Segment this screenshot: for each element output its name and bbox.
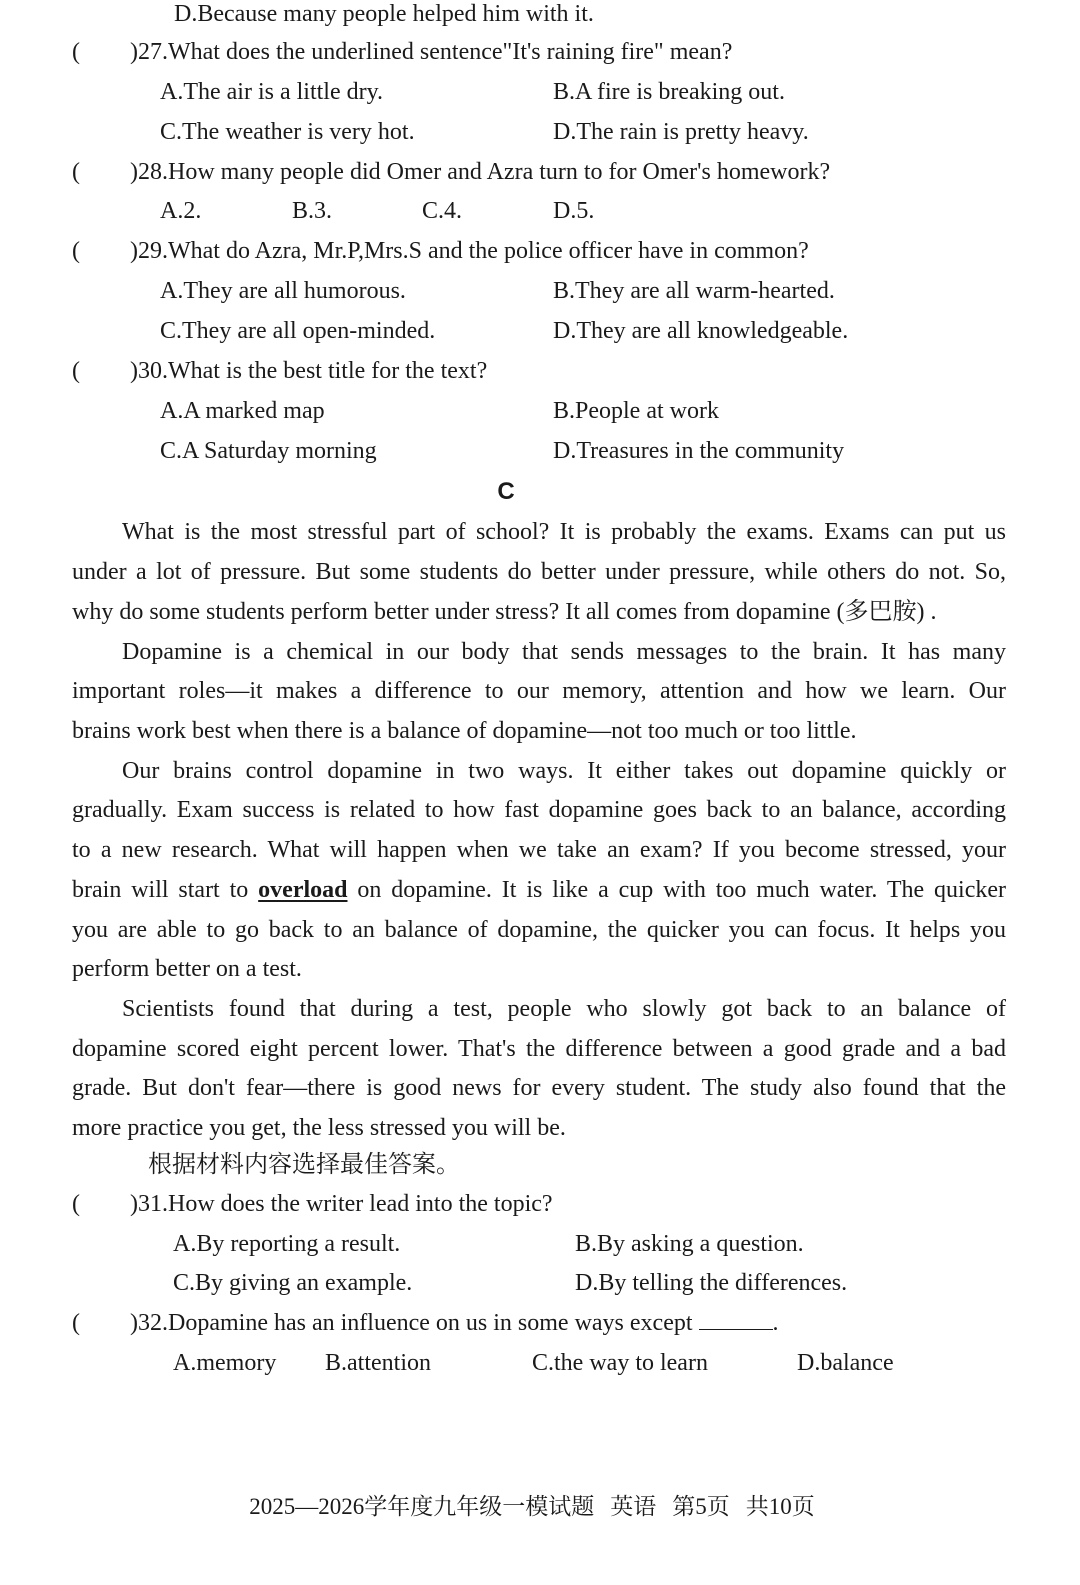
q27-option-c: C.The weather is very hot.: [160, 119, 415, 145]
q32-stem: )32.Dopamine has an influence on us in some ways except .: [130, 1310, 779, 1336]
q30-option-c: C.A Saturday morning: [160, 438, 377, 464]
q30-paren: (: [72, 358, 80, 384]
q30-option-b: B.People at work: [553, 398, 719, 424]
passage-p4-line2: dopamine scored eight percent lower. That's the difference between a good grade and a bad: [72, 1036, 1006, 1062]
passage-p2-line3: brains work best when there is a balance of dopamine—not too much or too little.: [72, 718, 857, 744]
passage-p3-line2: gradually. Exam success is related to how fast dopamine goes back to an balance, according: [72, 797, 1006, 823]
section-c-heading: C: [497, 478, 515, 505]
q28-paren: (: [72, 159, 80, 185]
passage-p3-line1: Our brains control dopamine in two ways. It either takes out dopamine quickly or: [122, 758, 1006, 784]
q32-option-c: C.the way to learn: [532, 1350, 708, 1376]
passage-p1-line2: under a lot of pressure. But some students do better under pressure, while others do not. So,: [72, 559, 1006, 585]
q28-option-a: A.2.: [160, 198, 202, 224]
passage-p3-line4: brain will start to overload on dopamine. It is like a cup with too much water. The quicker: [72, 877, 1007, 903]
q31-option-c: C.By giving an example.: [173, 1270, 413, 1296]
passage-p1-line1: What is the most stressful part of school? It is probably the exams. Exams can put us: [122, 519, 1006, 545]
q32-option-d: D.balance: [797, 1350, 894, 1376]
page-footer: [0, 1488, 1080, 1521]
passage-p1-line3: why do some students perform better under stress? It all comes from dopamine (多巴胺) .: [72, 599, 937, 625]
q32-paren: (: [72, 1310, 80, 1336]
passage-p4-line1: Scientists found that during a test, people who slowly got back to an balance of: [122, 996, 1006, 1022]
q29-stem: )29.What do Azra, Mr.P,Mrs.S and the police officer have in common?: [130, 238, 809, 264]
instruction: 根据材料内容选择最佳答案。: [148, 1150, 460, 1178]
passage-p3-line6: perform better on a test.: [72, 956, 302, 982]
footer-exam-title: 2025—2026学年度九年级一模试题: [249, 1494, 595, 1519]
passage-p3-line5: you are able to go back to an balance of dopamine, the quicker you can focus. It helps you: [72, 917, 1006, 943]
q32-option-b: B.attention: [325, 1350, 431, 1376]
passage-p4-line4: more practice you get, the less stressed you will be.: [72, 1115, 566, 1141]
q28-option-d: D.5.: [553, 198, 595, 224]
q28-option-b: B.3.: [292, 198, 333, 224]
q26-option-d: D.Because many people helped him with it.: [174, 1, 594, 27]
q30-option-d: D.Treasures in the community: [553, 438, 845, 464]
footer-subject: 英语: [610, 1494, 657, 1519]
passage-p2-line2: important roles—it makes a difference to our memory, attention and how we learn. Our: [72, 678, 1006, 704]
passage-p2-line1: Dopamine is a chemical in our body that sends messages to the brain. It has many: [122, 639, 1006, 665]
answer-blank: [699, 1309, 773, 1330]
passage-p4-line3: grade. But don't fear—there is good news for every student. The study also found that the: [72, 1075, 1006, 1101]
q29-option-b: B.They are all warm-hearted.: [553, 278, 835, 304]
q27-option-a: A.The air is a little dry.: [160, 79, 384, 105]
q30-option-a: A.A marked map: [160, 398, 325, 424]
q30-stem: )30.What is the best title for the text?: [130, 358, 488, 384]
q31-paren: (: [72, 1191, 80, 1217]
q31-stem: )31.How does the writer lead into the topic?: [130, 1191, 553, 1217]
q29-option-d: D.They are all knowledgeable.: [553, 318, 849, 344]
q32-option-a: A.memory: [173, 1350, 277, 1376]
q31-option-b: B.By asking a question.: [575, 1231, 804, 1257]
footer-page-number: 第5页: [672, 1494, 730, 1519]
footer-total-pages: 共10页: [745, 1494, 815, 1519]
q27-stem: )27.What does the underlined sentence"It's raining fire" mean?: [130, 39, 733, 65]
passage-p3-line3: to a new research. What will happen when we take an exam? If you become stressed, your: [72, 837, 1006, 863]
q29-option-a: A.They are all humorous.: [160, 278, 406, 304]
q27-paren: (: [72, 39, 80, 65]
q28-option-c: C.4.: [422, 198, 463, 224]
q27-option-b: B.A fire is breaking out.: [553, 79, 785, 105]
q31-option-d: D.By telling the differences.: [575, 1270, 848, 1296]
q27-option-d: D.The rain is pretty heavy.: [553, 119, 809, 145]
q29-option-c: C.They are all open-minded.: [160, 318, 436, 344]
q31-option-a: A.By reporting a result.: [173, 1231, 401, 1257]
underlined-word-overload: overload: [258, 877, 348, 903]
q28-stem: )28.How many people did Omer and Azra turn to for Omer's homework?: [130, 159, 831, 185]
q29-paren: (: [72, 238, 80, 264]
